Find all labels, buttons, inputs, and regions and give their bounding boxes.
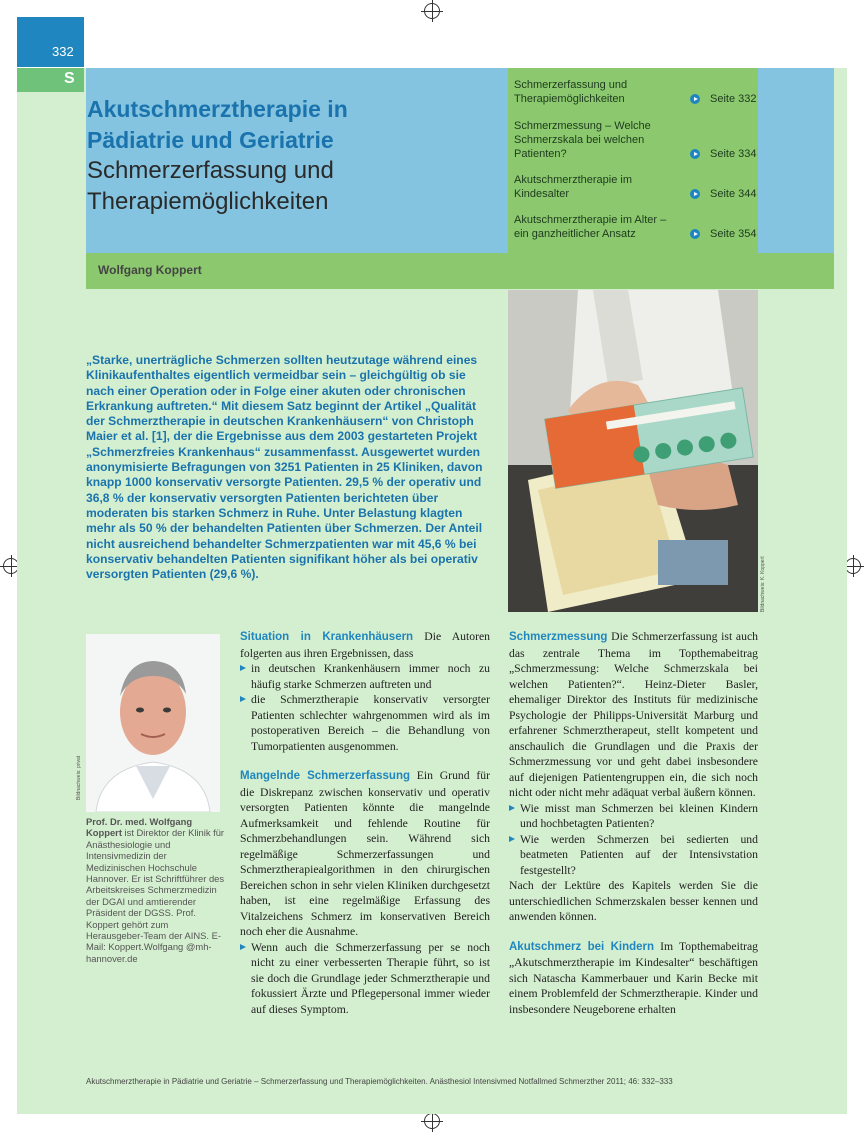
- toc-page: Seite 334: [710, 148, 757, 160]
- arrow-right-icon: [690, 94, 700, 104]
- photo-credit: Bildnachweis: K. Koppert: [760, 556, 766, 612]
- arrow-right-icon: [690, 189, 700, 199]
- portrait-credit: Bildnachweis: privat: [76, 755, 82, 800]
- bullet-item: Wie werden Schmerzen bei sedierten und beatmeten Patienten auf der Intensivstation festgestellt?: [509, 832, 758, 879]
- pain-scale-photo: [508, 290, 758, 612]
- citation-footer: Akutschmerztherapie in Pädiatrie und Geriatrie – Schmerzerfassung und Therapiemöglichkeiten. Anästhesiol Intensivmed Notfallmed Schmerzther 2011; 46: 332–333: [86, 1077, 673, 1086]
- section-heading: Situation in Krankenhäusern: [240, 631, 414, 643]
- section-heading: Schmerzmessung: [509, 631, 608, 643]
- bullet-item: die Schmerztherapie konservativ versorgter Patienten schlechter wahrgenommen wird als im postoperativen Bereich – die Behandlung von Tumorpatienten ausgenommen.: [240, 692, 490, 754]
- bullet-item: Wie misst man Schmerzen bei kleinen Kindern und hochbetagten Patienten?: [509, 801, 758, 832]
- author-name: Wolfgang Koppert: [98, 263, 202, 277]
- page-number-box: [17, 17, 84, 67]
- section-letter: S: [64, 70, 75, 87]
- article-subtitle: Schmerzerfassung und Therapiemöglichkeiten: [87, 157, 334, 215]
- page-number: 332: [52, 44, 74, 59]
- body-column-right: Schmerzmessung Die Schmerzerfassung ist auch das zentrale Thema im Topthemabeitrag „Schmerzmessung: Welche Schmerzskala bei welchen Patienten?“. Heinz-Dieter Basler, ehemaliger Direktor des Instituts für medizinische Psychologie der Philipps-Universität Marburg und erfahrener Schmerztherapeut, stellt kompetent und anschaulich die Grundlagen und die Praxis der Schmerzmessung vor und geht dabei insbesondere auf diejenigen Patientengruppen ein, die sich noch nicht oder nicht mehr adäquat verbal äußern können. Wie misst man Schmerzen bei kleinen Kindern und hochbetagten Patienten? Wie werden Schmerzen bei sedierten und beatmeten Patienten auf der Intensivstation festgestellt? Nach der Lektüre des Kapitels werden Sie die unterschiedlichen Schmerzskalen besser kennen und anwenden können. Akutschmerz bei Kindern Im Topthemabeitrag „Akutschmerztherapie im Kindesalter“ beschäftigen sich Natascha Kammerbauer und Karin Becke mit einem Problemfeld der Schmerztherapie. Kinder und insbesondere Neugeborene erhalten: [509, 630, 758, 1016]
- registration-mark-bottom: [424, 1113, 440, 1129]
- author-bio: Prof. Dr. med. Wolfgang Koppert ist Direktor der Klinik für Anästhesiologie und Intensivmedizin der Medizinischen Hochschule Hannover. Er ist Schriftführer des Arbeitskreises Schmerzmedizin der DGAI und amtierender Präsident der DGSS. Prof. Koppert gehört zum Herausgeber-Team der AINS. E-Mail: Koppert.Wolfgang @mh-hannover.de: [86, 816, 225, 964]
- toc-entry[interactable]: Akutschmerztherapie im Alter – ein ganzheitlicher Ansatz Seite 354: [514, 214, 757, 240]
- registration-mark-right: [845, 558, 861, 574]
- arrow-right-icon: [690, 149, 700, 159]
- toc-entry[interactable]: Akutschmerztherapie im Kindesalter Seite 344: [514, 174, 757, 200]
- toc-entry[interactable]: Schmerzerfassung und Therapiemöglichkeiten Seite 332: [514, 79, 757, 105]
- lead-paragraph: „Starke, unerträgliche Schmerzen sollten heutzutage während eines Klinikaufenthaltes eigentlich vermeidbar sein – gleichgültig ob sie nach einer Operation oder in Folge einer akuten oder chronischen Erkrankung auftreten.“ Mit diesem Satz beginnt der Artikel „Qualität der Schmerztherapie in deutschen Krankenhäusern“ von Christoph Maier et al. [1], der die Ergebnisse aus dem 2003 gestarteten Projekt „Schmerzfreies Krankenhaus“ zusammenfasst. Ausgewertet wurden anonymisierte Befragungen von 3251 Patienten in 25 Kliniken, davon knapp 1000 konservativ versorgte Patienten. 29,5 % der operativ und 36,8 % der konservativ versorgten Patienten berichteten über moderaten bis starken Schmerz in Ruhe. Unter Belastung klagten mehr als 50 % der behandelten Patienten über Schmerzen. Der Anteil nicht ausreichend behandelter Schmerzpatienten war mit 45,6 % bei konservativ behandelten Patienten signifikant höher als bei operativ versorgten Patienten (29,6 %).: [86, 353, 483, 582]
- section-heading: Mangelnde Schmerzerfassung: [240, 770, 410, 782]
- toc-page: Seite 344: [710, 188, 757, 200]
- article-title: Akutschmerztherapie in Pädiatrie und Geriatrie: [87, 96, 348, 153]
- body-column-middle: Situation in Krankenhäusern Die Autoren folgerten aus ihren Ergebnissen, dass in deutschen Krankenhäusern immer noch zu häufig starke Schmerzen auftreten und die Schmerztherapie konservativ versorgter Patienten schlechter wahrgenommen wird als im postoperativen Bereich – die Behandlung von Tumorpatienten ausgenommen. Mangelnde Schmerzerfassung Ein Grund für die Diskrepanz zwischen konservativ und operativ versorgten Patienten könnte die mangelnde Aufmerksamkeit und fehlende Routine für Schmerzbehandlungen sein. Während sich regelmäßige Schmerzerfassungen und Schmerztherapiealgorithmen in den chirurgischen Bereichen schon in sehr vielen Kliniken durchgesetzt haben, ist eine regelmäßige Erfassung des Vitalzeichens Schmerz im konservativen Bereich noch eher die Ausnahme. Wenn auch die Schmerzerfassung per se noch nicht zu einer verbesserten Therapie führt, so ist sie doch die Grundlage jeder Schmerztherapie und fokussiert Ärzte und Pflegepersonal immer wieder auf dieses Symptom.: [240, 630, 490, 1016]
- bullet-item: in deutschen Krankenhäusern immer noch zu häufig starke Schmerzen auftreten und: [240, 661, 490, 692]
- arrow-right-icon: [690, 229, 700, 239]
- toc-page: Seite 354: [710, 228, 757, 240]
- section-heading: Akutschmerz bei Kindern: [509, 940, 655, 953]
- author-portrait: [86, 634, 220, 812]
- toc-page: Seite 332: [710, 93, 757, 105]
- bullet-item: Wenn auch die Schmerzerfassung per se noch nicht zu einer verbesserten Therapie führt, so ist sie doch die Grundlage jeder Schmerztherapie und fokussiert Ärzte und Pflegepersonal immer wieder auf dieses Symptom.: [240, 940, 490, 1018]
- registration-mark-top: [424, 3, 440, 19]
- toc-entry[interactable]: Schmerzmessung – Welche Schmerzskala bei welchen Patienten? Seite 334: [514, 120, 757, 160]
